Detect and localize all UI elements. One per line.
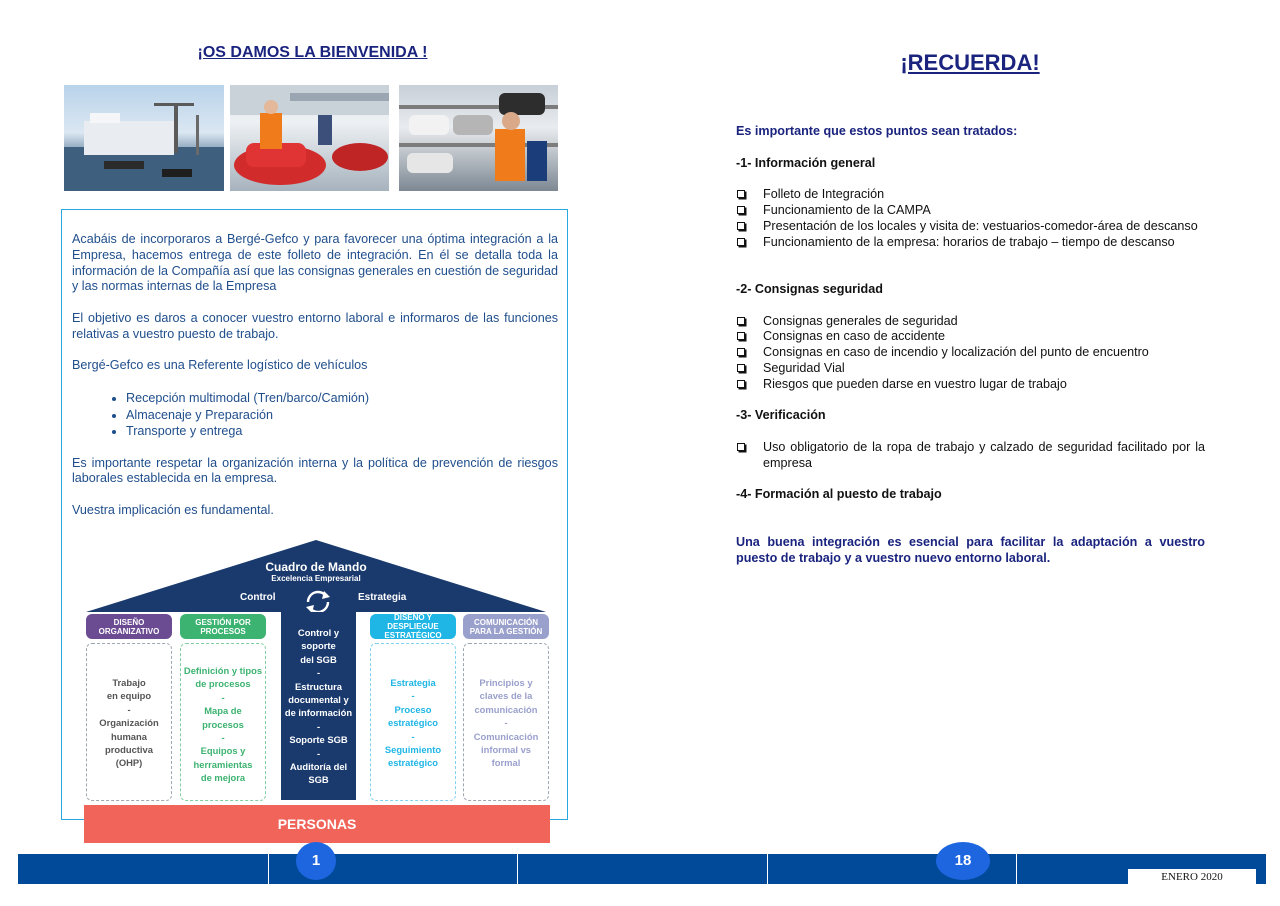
remember-title: ¡RECUERDA! [900,50,1040,75]
col-communication: Principios y claves de la comunicación - Comunicación informal vs formal [463,643,549,801]
section-title-training: -4- Formación al puesto de trabajo [736,487,942,502]
intro-paragraph-5: Vuestra implicación es fundamental. [72,502,274,517]
checklist-intro: Es importante que estos puntos sean tratados: [736,124,1018,138]
list-item: Consignas en caso de incendio y localización del punto de encuentro [736,345,1205,361]
checkbox-bullet-icon [737,222,745,230]
list-item: Consignas generales de seguridad [736,314,1205,330]
list-item: Funcionamiento de la empresa: horarios de trabajo – tiempo de descanso [736,235,1205,251]
intro-paragraph-1: Acabáis de incorporaros a Bergé-Gefco y para favorecer una óptima integración a la Empresa, hacemos entrega de este folleto de integración. En él se detalla toda la información de la Compañía así que las consignas generales en cuestión de seguridad y las normas internas de la Empresa [72,232,558,294]
list-item: Presentación de los locales y visita de: vestuarios-comedor-área de descanso [736,219,1205,235]
page-number-right: 18 [936,842,990,880]
footer-divider [1016,854,1017,884]
checkbox-bullet-icon [737,206,745,214]
list-item: Seguridad Vial [736,361,1205,377]
section-title-verification: -3- Verificación [736,408,826,423]
intro-paragraph-4: Es importante respetar la organización interna y la política de prevención de riesgos laborales establecida en la empresa. [72,455,558,486]
roof-title: Cuadro de Mando [265,560,367,574]
management-model-diagram [80,538,552,848]
roof-control-label: Control [240,592,276,603]
footer-divider [517,854,518,884]
checklist-content [736,124,1205,566]
footer-divider [268,854,269,884]
checkbox-bullet-icon [737,332,745,340]
verification-checklist [736,440,1205,472]
list-item: Funcionamiento de la CAMPA [736,203,1205,219]
footer-date: ENERO 2020 [1128,869,1256,886]
port-ship-photo [64,85,224,191]
roof-strategy-label: Estrategia [358,592,407,603]
list-item: Uso obligatorio de la ropa de trabajo y calzado de seguridad facilitado por la empresa [736,440,1205,472]
checkbox-bullet-icon [737,364,745,372]
list-item: • Almacenaje y Preparación [126,407,558,424]
list-item: Riesgos que pueden darse en vuestro lugar de trabajo [736,377,1205,393]
checkbox-bullet-icon [737,443,745,451]
col-strategic: Estrategia - Proceso estratégico - Seguimiento estratégico [370,643,456,801]
checkbox-bullet-icon [737,190,745,198]
checkbox-bullet-icon [737,380,745,388]
intro-paragraph-3: Bergé-Gefco es una Referente logístico de vehículos [72,358,368,373]
car-inspection-photo [230,85,389,191]
list-item: • Transporte y entrega [126,423,558,440]
checkbox-bullet-icon [737,348,745,356]
col-head-strategic: DISEÑO Y DESPLIEGUE ESTRATÉGICO [370,614,456,639]
services-list [72,390,558,440]
section-title-general: -1- Información general [736,155,876,170]
page-number-left: 1 [296,842,336,880]
list-item: Folleto de Integración [736,187,1205,203]
checkbox-bullet-icon [737,317,745,325]
checkbox-bullet-icon [737,238,745,246]
footer-band [18,854,1266,884]
welcome-title: ¡OS DAMOS LA BIENVENIDA ! [197,44,428,61]
general-checklist [736,187,1205,250]
col-head-communication: COMUNICACIÓN PARA LA GESTIÓN [463,614,549,639]
col-processes: Definición y tipos de procesos - Mapa de procesos - Equipos y herramientas de mejora [180,643,266,801]
col-head-organizational: DISEÑO ORGANIZATIVO [86,614,172,639]
safety-checklist [736,314,1205,393]
closing-statement: Una buena integración es esencial para facilitar la adaptación a vuestro puesto de trabajo y a vuestro nuevo entorno laboral. [736,534,1205,565]
list-item: • Recepción multimodal (Tren/barco/Camión) [126,390,558,407]
roof-subtitle: Excelencia Empresarial [271,574,361,583]
footer-divider [767,854,768,884]
car-transporter-photo [399,85,558,191]
section-title-safety: -2- Consignas seguridad [736,281,883,296]
col-head-processes: GESTIÓN POR PROCESOS [180,614,266,639]
list-item: Consignas en caso de accidente [736,329,1205,345]
col-organizational: Trabajo en equipo - Organización humana productiva (OHP) [86,643,172,801]
intro-paragraph-2: El objetivo es daros a conocer vuestro entorno laboral e informaros de las funciones relativas a vuestro puesto de trabajo. [72,310,558,341]
diagram-base-people: PERSONAS [84,805,550,843]
central-pillar-text: Control y soporte del SGB - Estructura documental y de información - Soporte SGB - Auditoría del SGB [284,627,353,786]
intro-text [72,232,558,535]
